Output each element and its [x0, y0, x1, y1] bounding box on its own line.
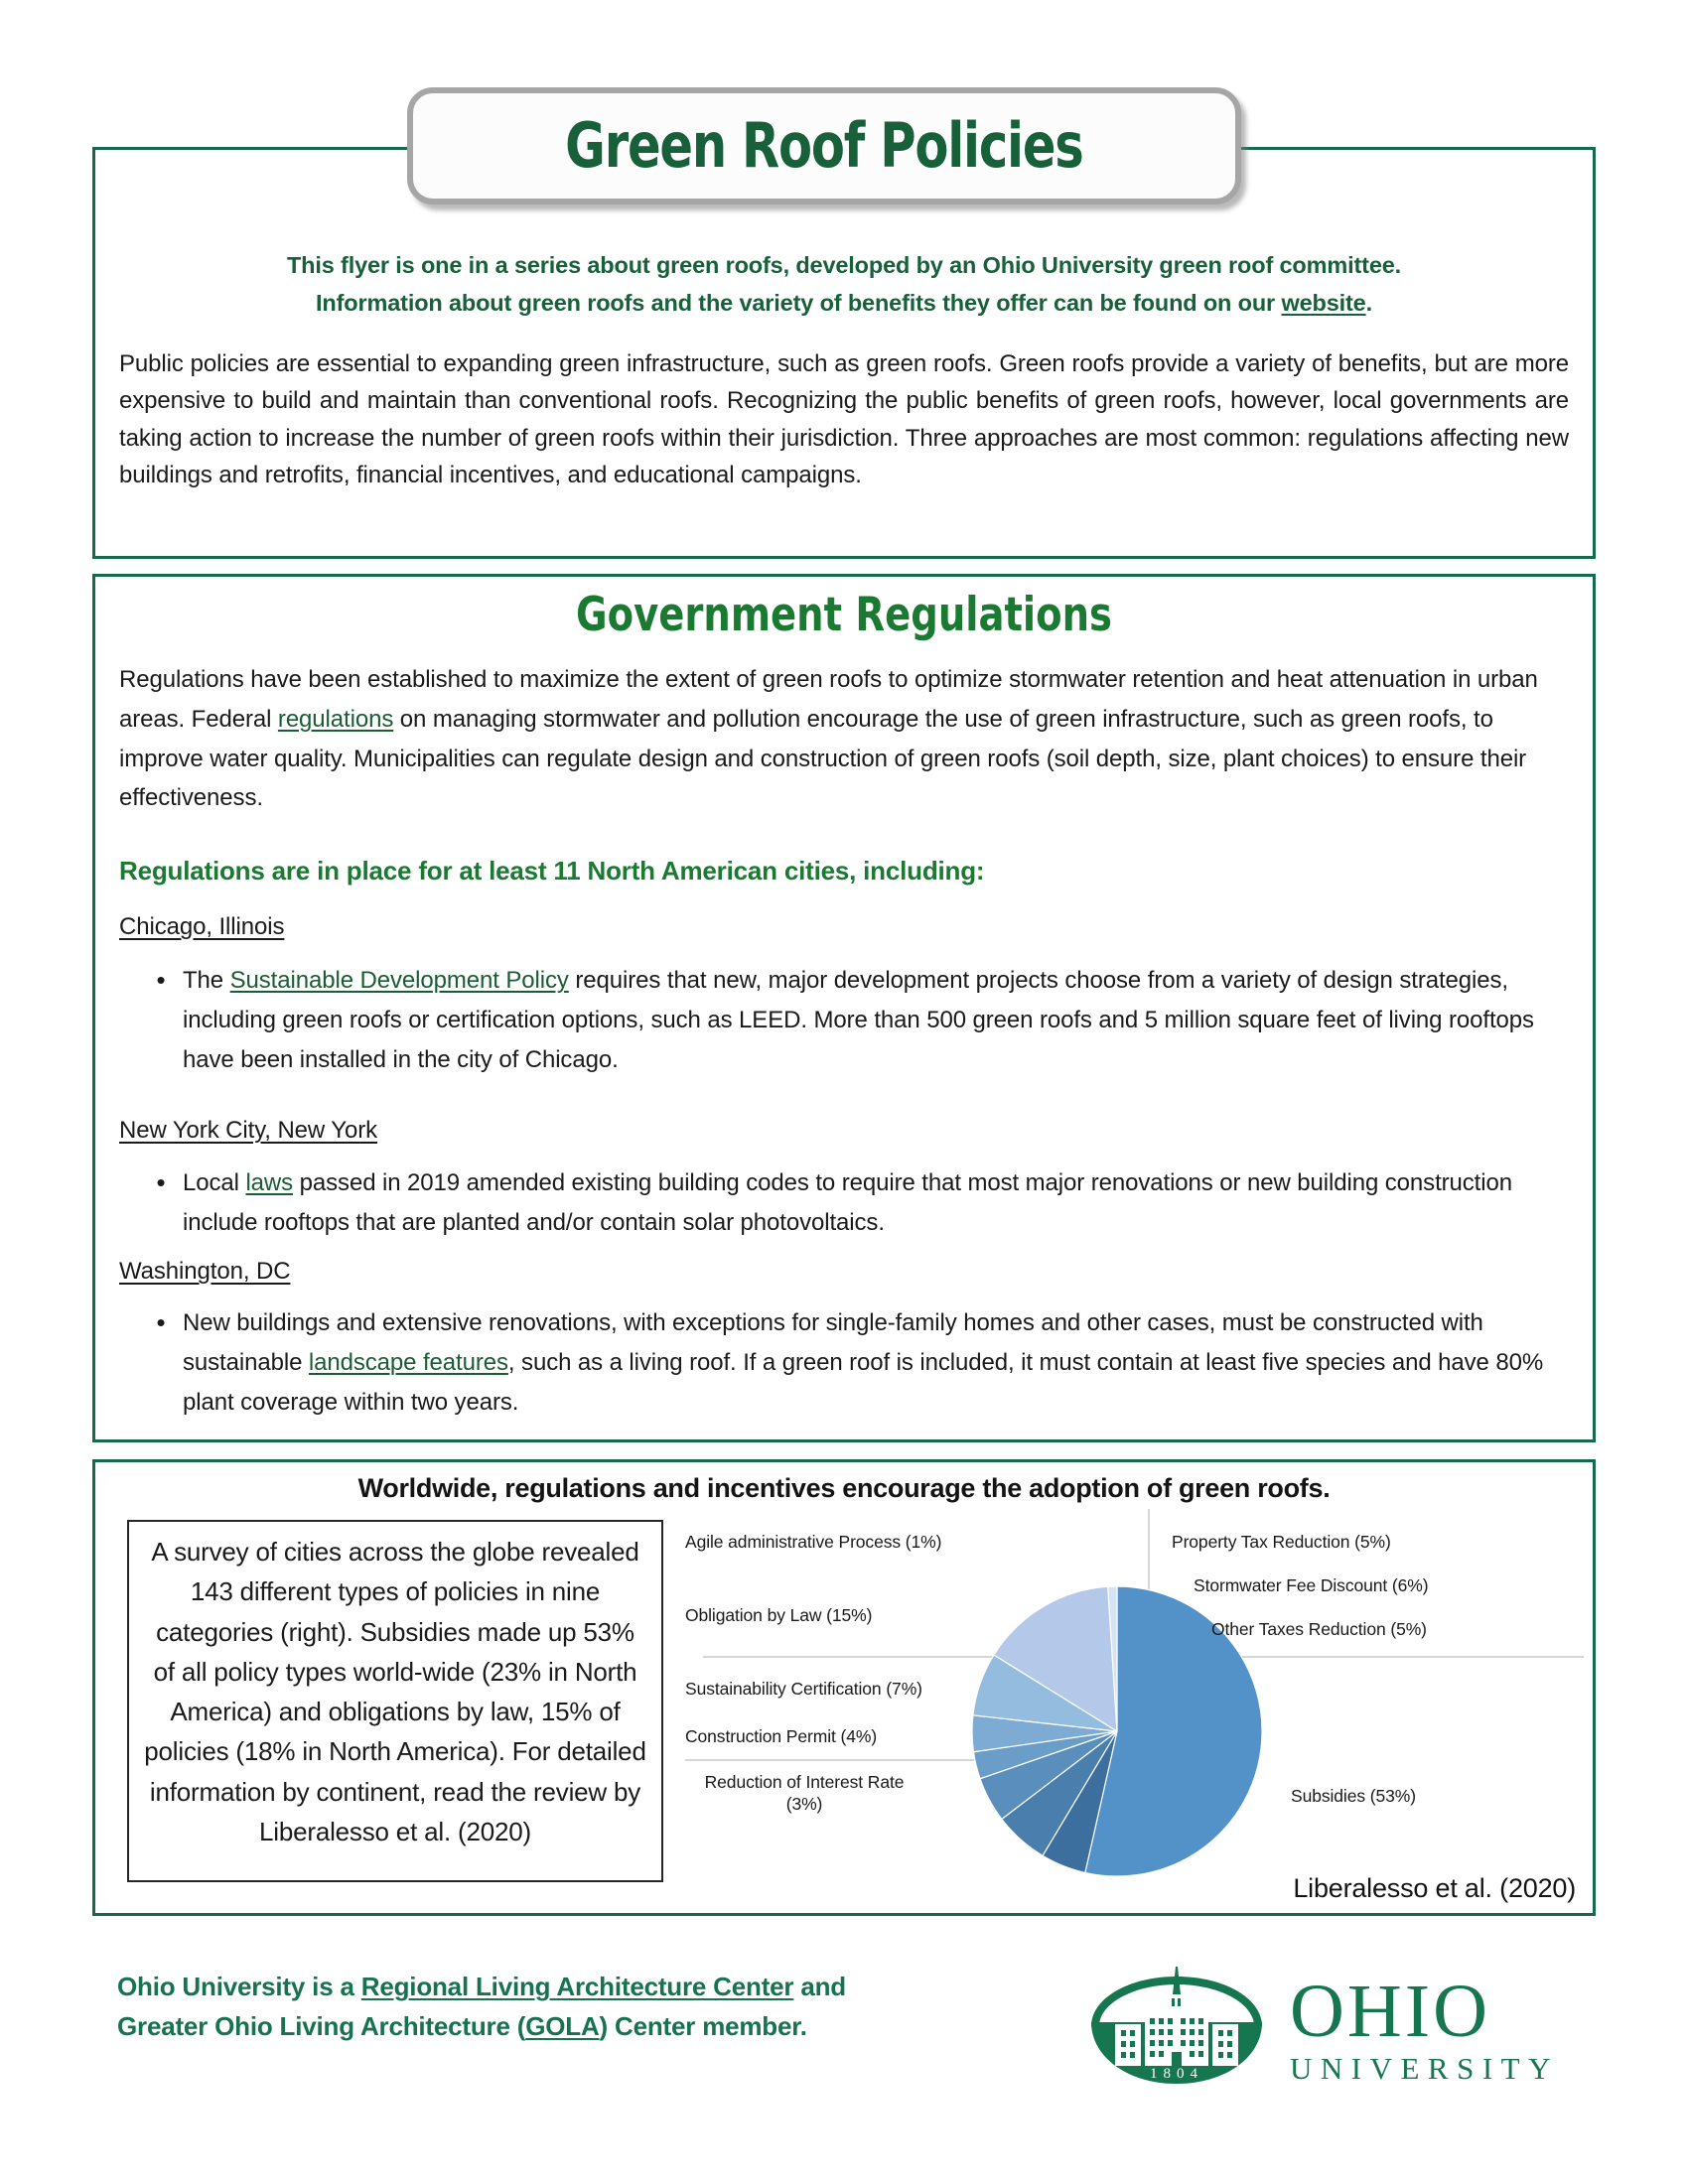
bullet-icon: •	[156, 965, 166, 995]
bullet-text-washington-dc	[183, 1303, 1564, 1422]
intro-lead	[134, 246, 1554, 322]
footer-line2	[117, 2007, 1011, 2047]
pie-label-stormwater-fee-discount: Stormwater Fee Discount (6%)	[1194, 1575, 1429, 1595]
pie-label-sustainability-certification: Sustainability Certification (7%)	[685, 1679, 922, 1699]
pie-label-agile-administrative-process: Agile administrative Process (1%)	[685, 1532, 942, 1552]
list-item	[139, 1303, 1564, 1422]
footer-line2-part2: ) Center member.	[599, 2010, 807, 2041]
page-title: Green Roof Policies	[565, 109, 1083, 182]
city-name-washington-dc: Washington, DC	[119, 1258, 291, 1285]
regional-living-architecture-center-link[interactable]: Regional Living Architecture Center	[360, 1972, 794, 2001]
footer-text	[117, 1968, 1011, 2046]
bullet-icon: •	[156, 1307, 166, 1337]
footer-line2-part1: Greater Ohio Living Architecture (	[117, 2010, 526, 2041]
intro-lead-period: .	[1365, 290, 1372, 317]
logo-wordmark	[1290, 1970, 1559, 2086]
landscape-features-link[interactable]: landscape features	[308, 1348, 508, 1376]
regulations-body-part1: Regulations have been established to maximize the extent of green roofs to optimize stormwater retention and heat attenuation in urban areas. Federal	[119, 666, 1538, 733]
bullet-text-new-york-city	[183, 1163, 1564, 1243]
cutler-hall-logo-icon	[1077, 1961, 1276, 2100]
regulations-body	[119, 660, 1569, 818]
cities-heading: Regulations are in place for at least 11 North American cities, including:	[119, 856, 985, 886]
website-link[interactable]: website	[1281, 290, 1366, 317]
survey-text-box: A survey of cities across the globe revealed 143 different types of policies in nine categories (right). Subsidies made up 53% of all policy types world-wide (23% in North America) and obligations by law, 15% of policies (18% in North America). For detailed information by continent, read the review by Liberalesso et al. (2020)	[127, 1520, 663, 1882]
list-item	[139, 1163, 1564, 1243]
local-laws-link[interactable]: laws	[245, 1169, 294, 1196]
city-name-chicago: Chicago, Illinois	[119, 913, 285, 940]
logo-university-text: UNIVERSITY	[1290, 2050, 1559, 2086]
intro-lead-line2-text: Information about green roofs and the variety of benefits they offer can be found on our	[316, 290, 1282, 317]
bullet-icon: •	[156, 1167, 166, 1197]
intro-lead-line1: This flyer is one in a series about green roofs, developed by an Ohio University green roof committee.	[286, 252, 1402, 278]
city-name-new-york-city: New York City, New York	[119, 1117, 378, 1144]
pie-label-reduction-of-interest-rate: Reduction of Interest Rate (3%)	[704, 1772, 905, 1815]
pie-label-obligation-by-law: Obligation by Law (15%)	[685, 1605, 873, 1625]
intro-body: Public policies are essential to expanding green infrastructure, such as green roofs. Green roofs provide a variety of benefits, but are more expensive to build and maintain than conventional roofs. Recognizing the public benefits of green roofs, however, local governments are taking action to increase the number of green roofs within their jurisdiction. Three approaches are most common: regulations affecting new buildings and retrofits, financial incentives, and educational campaigns.	[119, 350, 1569, 489]
bullet-dc-part2: , such as a living roof. If a green roof is included, it must contain at least five species and have 80% plant coverage within two years.	[183, 1348, 1544, 1416]
bullet-nyc-part2: passed in 2019 amended existing building codes to require that most major renovations or new building construction include rooftops that are planted and/or contain solar photovoltaics.	[183, 1169, 1512, 1236]
pie-label-subsidies: Subsidies (53%)	[1291, 1786, 1416, 1806]
logo-ohio-text: OHIO	[1290, 1970, 1490, 2054]
page-title-plaque	[407, 87, 1241, 205]
footer-line1-part2: and	[793, 1972, 846, 2001]
chart-panel-heading: Worldwide, regulations and incentives encourage the adoption of green roofs.	[357, 1473, 1331, 1503]
bullet-text-chicago	[183, 961, 1564, 1079]
bullet-dc-part1: New buildings and extensive renovations, with exceptions for single-family homes and other cases, must be constructed with sustainable	[183, 1309, 1483, 1376]
gola-link[interactable]: GOLA	[525, 2010, 600, 2041]
pie-label-construction-permit: Construction Permit (4%)	[685, 1726, 878, 1746]
pie-chart-area	[685, 1509, 1584, 1906]
bullet-chicago-part1: The	[183, 967, 230, 994]
chart-divider-mid	[685, 1759, 983, 1761]
footer-line1-part1: Ohio University is a	[117, 1972, 361, 2001]
regulations-body-part2: on managing stormwater and pollution encourage the use of green infrastructure, such as green roofs, to improve water quality. Municipalities can regulate design and construction of green roofs (soil depth, size, plant choices) to ensure their effectiveness.	[119, 705, 1527, 812]
pie-label-other-taxes-reduction: Other Taxes Reduction (5%)	[1211, 1619, 1427, 1639]
section-title-government-regulations: Government Regulations	[576, 588, 1112, 642]
intro-lead-line2	[134, 284, 1554, 322]
chart-citation: Liberalesso et al. (2020)	[1293, 1873, 1576, 1903]
bullet-nyc-part1: Local	[183, 1169, 246, 1196]
bullet-chicago-part2: requires that new, major development projects choose from a variety of design strategies, including green roofs or certification options, such as LEED. More than 500 green roofs and 5 million square feet of living rooftops have been installed in the city of Chicago.	[183, 967, 1534, 1073]
list-item	[139, 961, 1564, 1079]
footer-line1	[117, 1968, 1011, 2007]
sustainable-development-policy-link[interactable]: Sustainable Development Policy	[229, 967, 569, 994]
svg-text:1804: 1804	[1150, 2066, 1203, 2082]
ohio-university-logo	[1077, 1961, 1594, 2100]
federal-regulations-link[interactable]: regulations	[277, 705, 394, 733]
pie-label-property-tax-reduction: Property Tax Reduction (5%)	[1172, 1532, 1391, 1552]
